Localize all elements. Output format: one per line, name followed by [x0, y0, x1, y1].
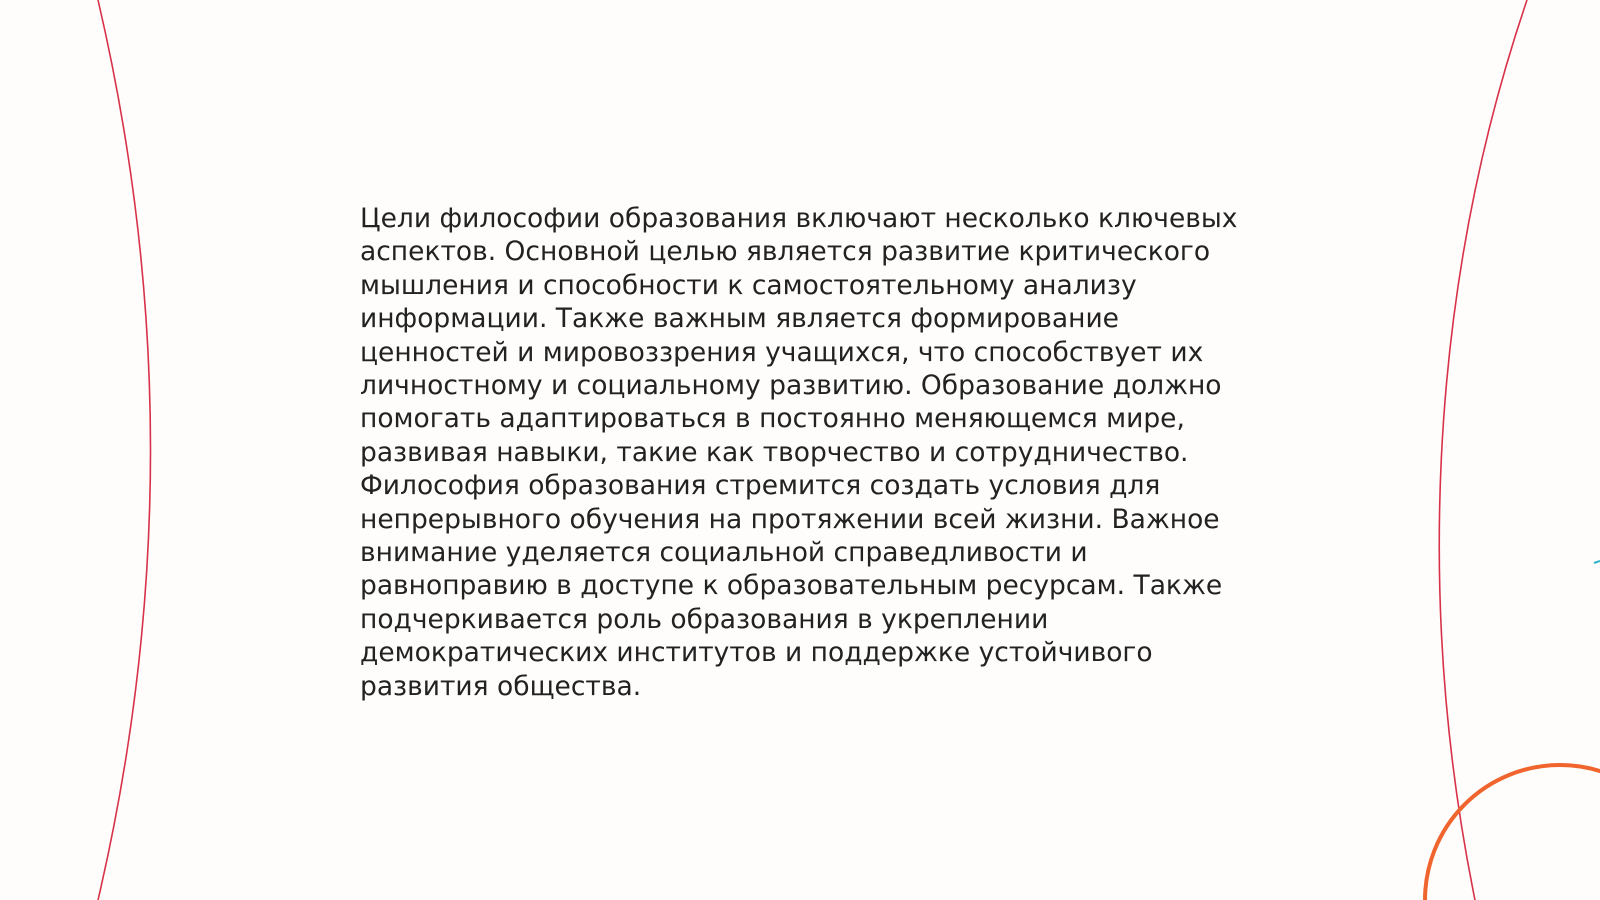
body-paragraph: Цели философии образования включают несколько ключевых аспектов. Основной целью является развитие критического мышления и способности к самостоятельному анализу информации. Также важным является формирование ценностей и мировоззрения учащихся, что способствует их личностному и социальному развитию. Образование должно помогать адаптироваться в постоянно меняющемся мире, развивая навыки, такие как творчество и сотрудничество. Философия образования стремится создать условия для непрерывного обучения на протяжении всей жизни. Важное внимание уделяется социальной справедливости и равноправию в доступе к образовательным ресурсам. Также подчеркивается роль образования в укреплении демократических институтов и поддержке устойчивого развития общества.	[360, 203, 1238, 702]
orange-circle-accent	[1425, 765, 1600, 900]
teal-edge-accent	[1594, 561, 1600, 563]
left-arc-line	[98, 0, 151, 900]
right-arc-line	[1439, 0, 1527, 900]
